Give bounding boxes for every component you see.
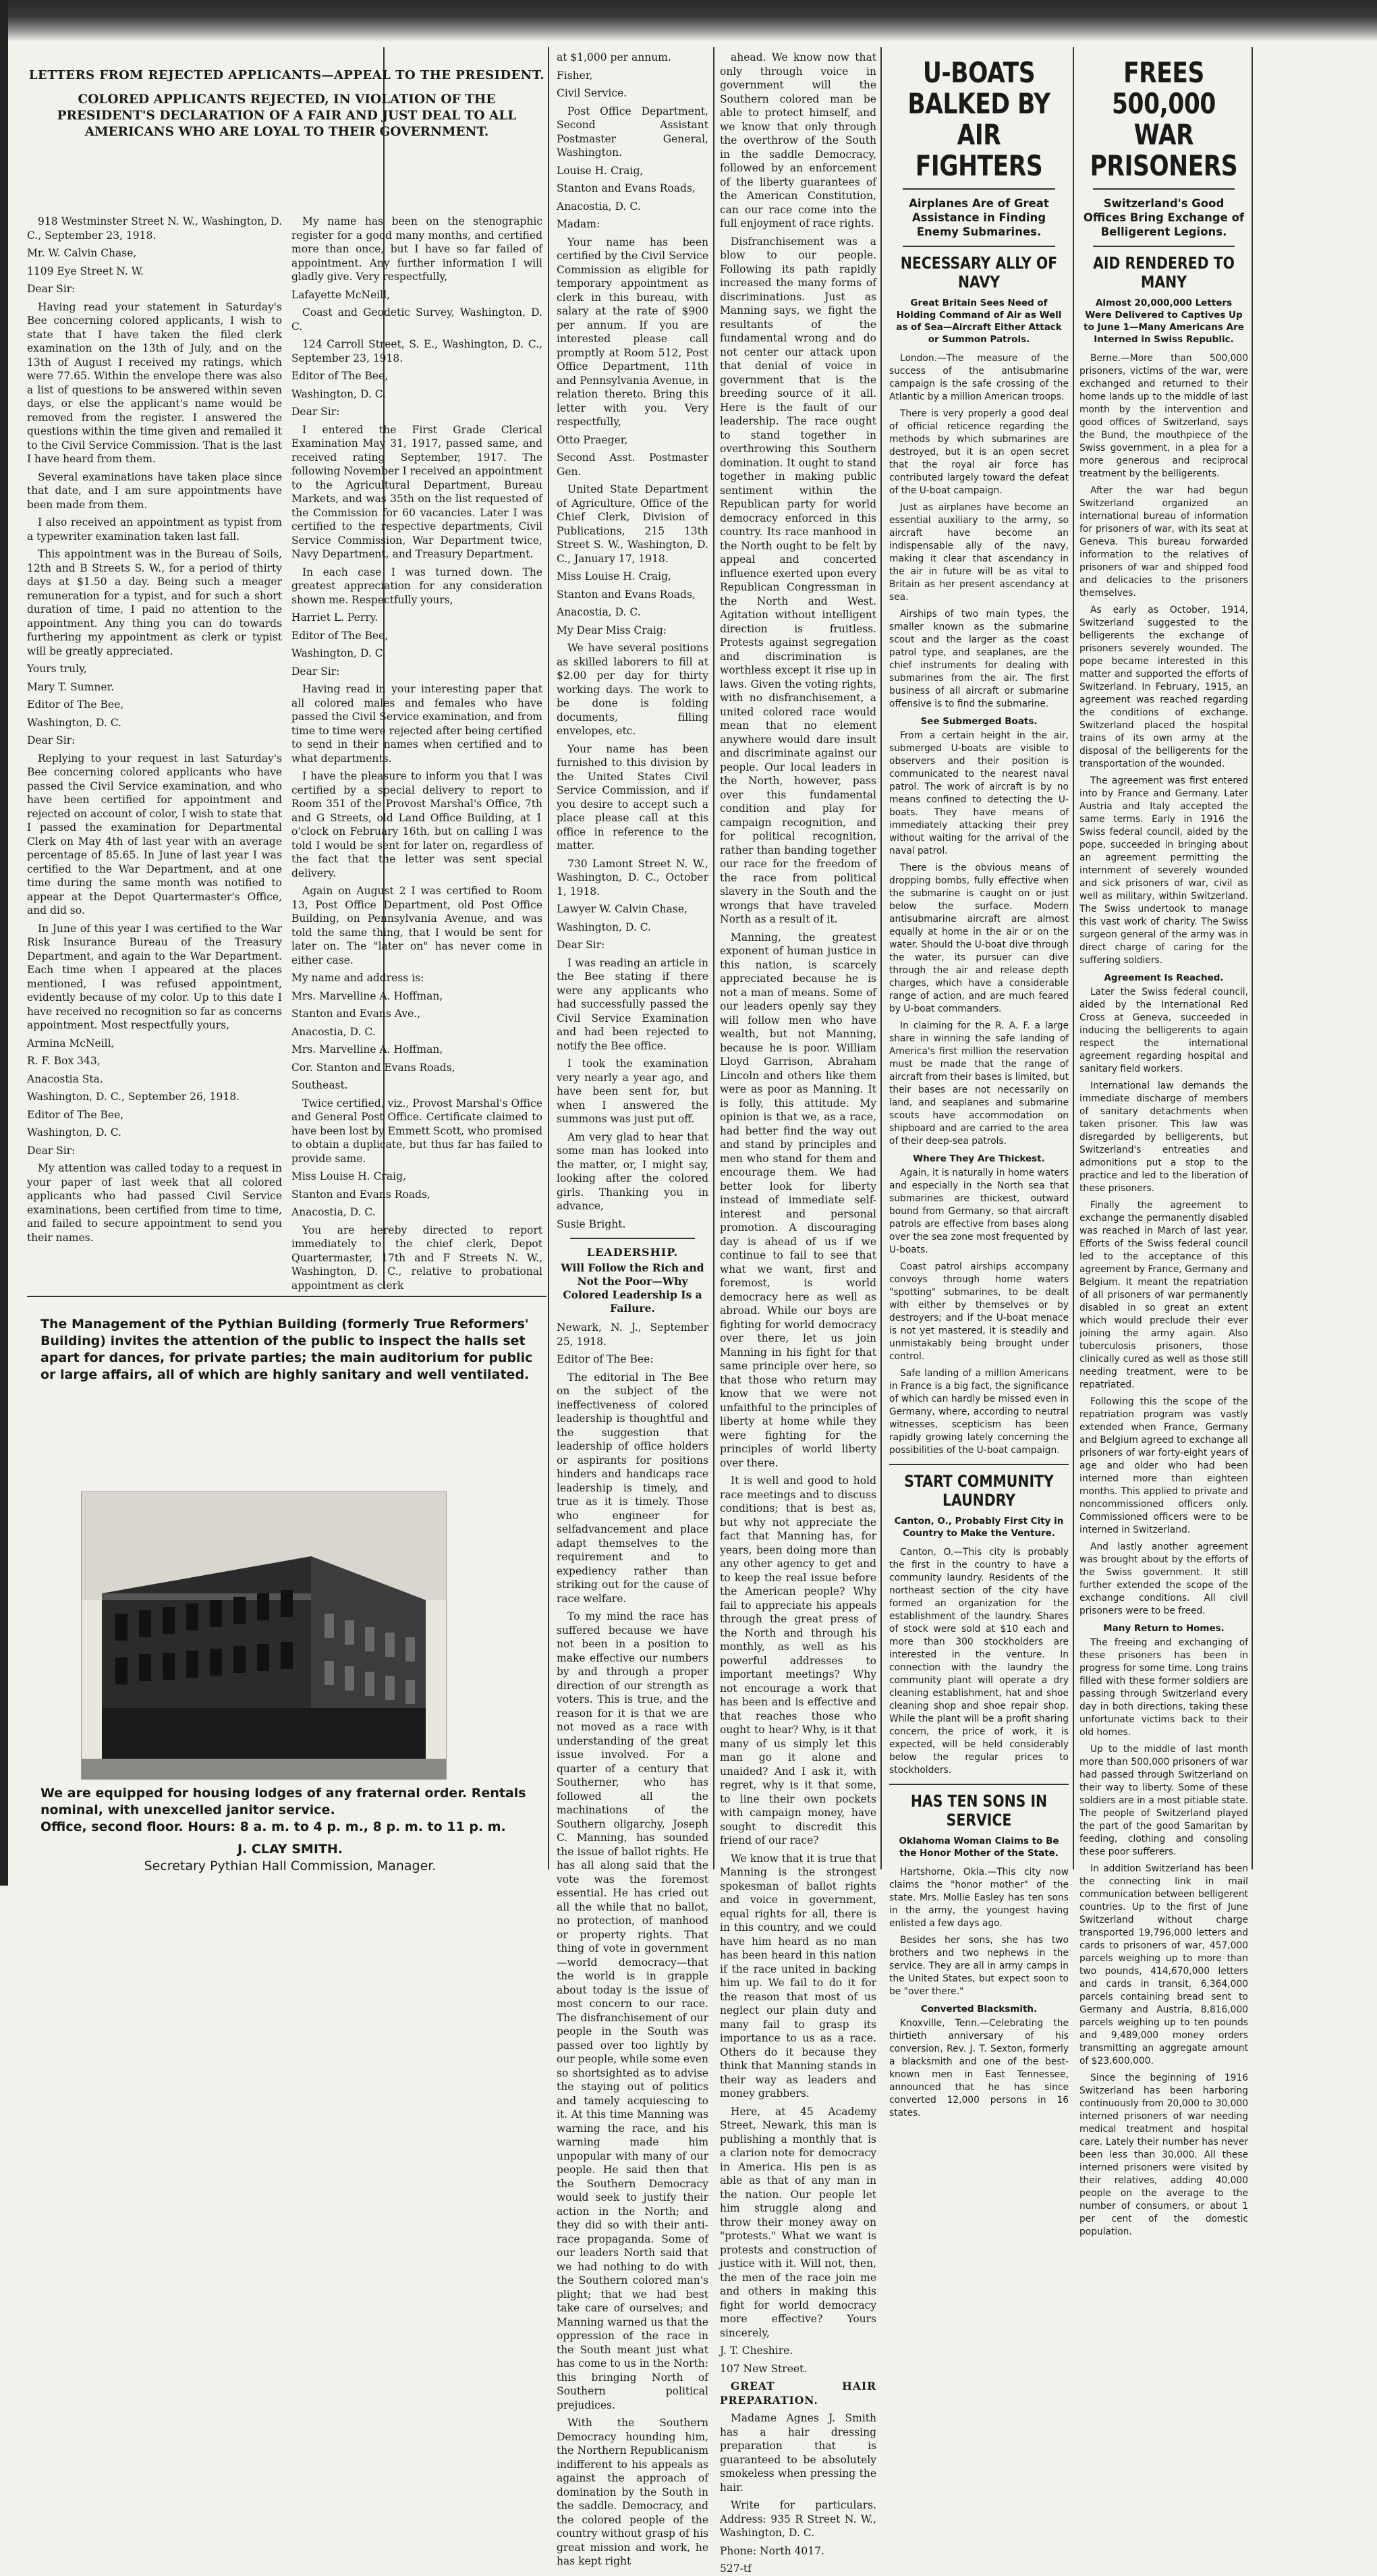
paragraph: Disfranchisement was a blow to our people. Following its path rapidly increased the many forms of discriminations. Just as Manning says, we fight the resultants of the fundamental wrong and do not center our attack upon that denial of voice in government that is the breeding source of it all. Here is the fault of our leadership. The race ought to stand together in overthrowing this Southern domination. It ought to stand together in making public sentiment within the Republican party for world democracy enforced in this country. Its race manhood in the North ought to be felt by appeal and concerted influence exerted upon every Republican Congressman in the North and West. Agitation without intelligent direction is fruitless. Protests against segregation and discrimination is worthless except it rise up in laws. Given the voting rights, with no disfranchisement, a united colored race would mean that no element anywhere would dare insult and discriminate against our people. Our local leaders in the North, however, pass over this fundamental condition and play for campaign recognition, and for political recognition, rather than banding together our race for the freedom of the race from political slavery in the South and the wrongs that have traveled North as a result of it. xyxy=(720,235,876,925)
subhead-blacksmith: Converted Blacksmith. xyxy=(920,2004,1038,2015)
ad-top-rule xyxy=(27,1296,546,1297)
paragraph: Susie Bright. xyxy=(557,1217,626,1230)
paragraph: Washington, D. C. xyxy=(291,647,386,659)
paragraph: Otto Praeger, xyxy=(557,433,628,446)
deck-prisoners: Switzerland's Good Offices Bring Exchange of Belligerent Legions. xyxy=(1083,197,1245,238)
paragraph: Canton, O.—This city is probably the first in the country to have a community laundry. Residents of the northeast section of the city have formed an organization for the establishment of the laundry. Shares of stock were sold at $10 each and more than 300 stockholders are interested in the venture. In connection with the laundry the community plant will operate a dry cleaning establishment, hat and shoe cleaning shop and shoe repair shop. While the plant will be a profit sharing concern, the price of work, it is expected, will be held considerably below the regular prices to stockholders. xyxy=(889,1547,1069,1776)
paragraph: Harriet L. Perry. xyxy=(291,611,378,624)
paragraph: Washington, D. C. xyxy=(291,387,386,400)
laundry-deck: Canton, O., Probably First City in Country to Make the Venture. xyxy=(894,1516,1064,1539)
section-rule xyxy=(1093,188,1235,190)
paragraph: Mrs. Marvelline A. Hoffman, xyxy=(291,1043,443,1056)
paragraph: In June of this year I was certified to the War Risk Insurance Bureau of the Treasury Department, and again to the War Department. Each time when I appeared at the places mentioned, I was refused appointment, evidently because of my color. Up to this date I have received no recognition so far as concerns appointment. Most respectfully yours, xyxy=(27,922,282,1031)
paragraph: Safe landing of a million Americans in France is a big fact, the significance of which can hardly be missed even in Germany, where, according to neutral witnesses, scepticism has been rapidly growing lately concerning the possibilities of the U-boat campaign. xyxy=(889,1368,1069,1456)
paragraph: Mr. W. Calvin Chase, xyxy=(27,247,137,259)
paragraph: Yours truly, xyxy=(27,663,87,675)
paragraph: Up to the middle of last month more than 500,000 prisoners of war had passed through Switzerland on their way to liberty. Some of these soldiers are in a most pitiable state. The people of Switzerland played the part of the good Samaritan by feeding, clothing and consoling these poor sufferers. xyxy=(1079,1744,1248,1857)
scan-top-edge xyxy=(0,0,1377,42)
paragraph: J. T. Cheshire. xyxy=(720,2345,793,2357)
laundry-headline: START COMMUNITY LAUNDRY xyxy=(904,1472,1054,1510)
column-6 xyxy=(1079,56,1248,2237)
paragraph: Later the Swiss federal council, aided by the International Red Cross at Geneva, succeeded in inducing the belligerents to again respect the international agreement regarding hospital and sanitary field workers. xyxy=(1079,987,1248,1074)
column-rule xyxy=(880,47,882,1869)
paragraph: I was reading an article in the Bee stating if there were any applicants who had successfully passed the Civil Service Examination and had been rejected to notify the Bee office. xyxy=(557,956,708,1052)
paragraph: There is the obvious means of dropping bombs, fully effective when the submarine is caught on or just below the surface. Modern antisubmarine aircraft are almost equally at home in the air or on the water. Should the U-boat dive through the water, its pursuer can dive through the air and release depth charges, which have a considerable range of action, and are much feared by U-boat commanders. xyxy=(889,862,1069,1014)
column-5 xyxy=(889,56,1069,2118)
column-rule xyxy=(713,47,714,1869)
paragraph: Editor of The Bee, xyxy=(291,629,389,642)
paragraph: And lastly another agreement was brought about by the efforts of the Swiss government. It still further extended the scope of the exchange conditions. All civil prisoners were to be freed. xyxy=(1079,1541,1248,1616)
paragraph: Dear Sir: xyxy=(27,283,76,295)
paragraph: 124 Carroll Street, S. E., Washington, D. C., September 23, 1918. xyxy=(291,338,542,364)
paragraph: Editor of The Bee, xyxy=(291,370,389,382)
paragraph: Anacostia, D. C. xyxy=(557,606,641,618)
letters-heading-block xyxy=(27,67,546,209)
paragraph: 527-tf xyxy=(720,2563,752,2575)
paragraph: Madam: xyxy=(557,218,600,230)
subhead-agreement: Agreement Is Reached. xyxy=(1104,972,1224,983)
paragraph: The editorial in The Bee on the subject of the ineffectiveness of colored leadership is thoughtful and the suggestion that leadership of office holders or aspirants for positions hinders and handicaps race leadership is timely, and true as it is timely. Those who engineer for selfadvancement and place adapt themselves to the requirement and to expediency rather than striking out for the cause of race welfare. xyxy=(557,1371,708,1605)
paragraph: Miss Louise H. Craig, xyxy=(557,570,671,582)
paragraph: Again on August 2 I was certified to Room 13, Post Office Department, old Post Office Building, on Pennsylvania Avenue, and was told the same thing, that I would be sent for later on. The "later on" has never come in either case. xyxy=(291,885,542,966)
paragraph: R. F. Box 343, xyxy=(27,1055,101,1067)
paragraph: After the war had begun Switzerland organized an international bureau of information for prisoners of war, with its seat at Geneva. This bureau forwarded information to the relatives of prisoners of war and shipped food and delicacies to the prisoners themselves. xyxy=(1079,485,1248,599)
paragraph: Anacostia, D. C. xyxy=(291,1206,376,1218)
pythian-building-image xyxy=(81,1491,447,1780)
deck-aid: Almost 20,000,000 Letters Were Delivered to Captives Up to June 1—Many Americans Are Interned in Swiss Republic. xyxy=(1084,298,1244,345)
paragraph: Civil Service. xyxy=(557,87,627,99)
paragraph: Besides her sons, she has two brothers and two nephews in the service. They are all in army camps in the United States, but expect soon to be "over there." xyxy=(889,1935,1069,1997)
paragraph: Washington, D. C. xyxy=(27,716,121,729)
paragraph: From a certain height in the air, submerged U-boats are visible to observers and their position is communicated to the nearest naval patrol. The work of aircraft is by no means confined to detecting the U-boats. They have means of immediately attacking their prey without waiting for the arrival of the naval patrol. xyxy=(889,730,1069,856)
letters-title: LETTERS FROM REJECTED APPLICANTS—APPEAL TO THE PRESIDENT. xyxy=(28,68,545,82)
paragraph: Anacostia Sta. xyxy=(27,1072,103,1085)
paragraph: Replying to your request in last Saturday's Bee concerning colored applicants who have passed the Civil Service examination, and who have been certified for appointment and rejected on account of color, I wish to state that I passed the examination for Departmental Clerk on May 4th of last year with an average percentage of 85.65. In June of last year I was certified to the War Department, and at one time during the same month was notified to appear at the Depot Quartermaster's Office, and did so. xyxy=(27,752,282,916)
leadership-heading: LEADERSHIP. xyxy=(586,1246,679,1259)
paragraph: Having read in your interesting paper that all colored males and females who have passed the Civil Service examination, and from time to time were rejected after being certified to send in their names when certified and to what departments. xyxy=(291,683,542,765)
section-rule xyxy=(570,1238,695,1239)
subhead-thickest: Where They Are Thickest. xyxy=(913,1153,1045,1164)
paragraph: Coast and Geodetic Survey, Washington, D. C. xyxy=(291,306,542,333)
paragraph: Write for particulars. Address: 935 R Street N. W., Washington, D. C. xyxy=(720,2499,876,2539)
paragraph: Stanton and Evans Roads, xyxy=(557,588,696,601)
subhead-return: Many Return to Homes. xyxy=(1103,1623,1225,1634)
headline-prisoners: FREES 500,000 WAR PRISONERS xyxy=(1090,56,1238,182)
headline-uboats: U-BOATS BALKED BY AIR FIGHTERS xyxy=(907,56,1050,182)
paragraph: This appointment was in the Bureau of Soils, 12th and B Streets S. W., for a period of thirty days at $1.50 a day. Being such a meager remuneration for a typist, and for such a short duration of time, I paid no attention to the appointment. Any thing you can do towards furthering my appointment as clerk or typist will be greatly appreciated. xyxy=(27,548,282,657)
section-rule xyxy=(1093,246,1235,247)
subhead-submerged: See Submerged Boats. xyxy=(920,716,1038,727)
paragraph: Knoxville, Tenn.—Celebrating the thirtieth anniversary of his conversion, Rev. J. T. Sexton, formerly a blacksmith and one of the best-known men in East Tennessee, announced that he has since converted 12,000 persons in 16 states. xyxy=(889,2018,1069,2118)
sons-headline: HAS TEN SONS IN SERVICE xyxy=(910,1792,1048,1830)
scan-left-edge xyxy=(0,0,8,1886)
column-rule xyxy=(548,47,549,1869)
paragraph: Having read your statement in Saturday's Bee concerning colored applicants, I wish to state that I have taken the filed clerk examination on the 13th of July, and on the 13th of August I received my ratings, which were 77.65. Within the envelope there was also a list of questions to be answered within seven days, or else the applicant's name would be removed from the register. I answered the questions within the time given and remailed it to the Civil Service Commission. That is the last I have heard from them. xyxy=(27,300,282,465)
paragraph: We have several positions as skilled laborers to fill at $2.00 per day for thirty working days. The work to be done is folding documents, filling envelopes, etc. xyxy=(557,642,708,737)
paragraph: The agreement was first entered into by France and Germany. Later Austria and Italy accepted the same terms. Early in 1916 the Swiss federal council, aided by the pope, succeeded in bringing about an agreement permitting the internment of severely wounded and sick prisoners of war, civil as well as military, within Switzerland. The Swiss undertook to manage this vast work of charity. The Swiss surgeon general of the army was in direct charge of caring for the suffering soldiers. xyxy=(1079,775,1248,966)
paragraph: Coast patrol airships accompany convoys through home waters "spotting" submarines, to be dealt with either by themselves or by destroyers; and if the U-boat menace is not yet mastered, it is steadily and unmistakably being brought under control. xyxy=(889,1261,1069,1362)
letters-column-right xyxy=(291,215,542,1294)
letters-subtitle: COLORED APPLICANTS REJECTED, IN VIOLATION OF THE PRESIDENT'S DECLARATION OF A FAIR AND JUST DEAL TO ALL AMERICANS WHO ARE LOYAL TO THEIR GOVERNMENT. xyxy=(57,92,517,139)
paragraph: Berne.—More than 500,000 prisoners, victims of the war, were exchanged and returned to their home lands up to the middle of last month by the intervention and good offices of Switzerland, says the Bund, the mouthpiece of the Swiss government, in a plea for a more generous and reciprocal treatment by the belligerents. xyxy=(1079,353,1248,479)
paragraph: Stanton and Evans Ave., xyxy=(291,1008,421,1020)
paragraph: Mrs. Marvelline A. Hoffman, xyxy=(291,989,443,1002)
building-photo xyxy=(82,1492,446,1779)
ad-lodges: We are equipped for housing lodges of any fraternal order. Rentals nominal, with unexcelled janitor service. xyxy=(40,1786,526,1817)
section-rule xyxy=(889,1464,1069,1465)
paragraph: Louise H. Craig, xyxy=(557,164,644,177)
paragraph: I took the examination very nearly a year ago, and have been sent for, but when I answered the summons was just put off. xyxy=(557,1058,708,1125)
paragraph: My attention was called today to a request in your paper of last week that all colored applicants who had passed Civil Service examinations, been certified from time to time, and failed to secure appointment to send you their names. xyxy=(27,1162,282,1244)
letters-column-left xyxy=(27,215,282,1294)
paragraph: It is well and good to hold race meetings and to discuss conditions; that is best as, but why not appreciate the fact that Manning has, for years, been doing more than any other agency to get and to keep the real issue before the American people? Why fail to appreciate his appeals through the great press of the North and through his monthly, as well as his powerful addresses to important meetings? Why not encourage a work that has been and is effective and that reaches those who ought to hear? Why, is it that many of us simply let this man go it alone and unaided? And I ask it, with regret, why is it that some, to line their own pockets with campaign money, have sought to discredit this friend of our race? xyxy=(720,1475,876,1846)
paragraph: Dear Sir: xyxy=(27,734,76,746)
paragraph: Miss Louise H. Craig, xyxy=(291,1170,406,1182)
paragraph: I have the pleasure to inform you that I was certified by a special delivery to report to Room 351 of the Provost Marshal's Office, 7th and G Streets, old Land Office Building, at 1 o'clock on February 16th, but on calling I was told I would be sent for later on, regardless of the fact that the letter was sent special delivery. xyxy=(291,770,542,879)
ad-intro: The Management of the Pythian Building (formerly True Reformers' Building) invites the attention of the public to inspect the halls set apart for dances, for private parties; the main auditorium for public or large affairs, all of which are highly sanitary and well ventilated. xyxy=(40,1317,533,1382)
paragraph: Newark, N. J., September 25, 1918. xyxy=(557,1321,708,1348)
paragraph: Washington, D. C., September 26, 1918. xyxy=(27,1091,240,1103)
section-rule xyxy=(903,188,1055,190)
paragraph: Finally the agreement to exchange the permanently disabled was reached in March of last year. Efforts of the Swiss federal council led to the acceptance of this agreement by France, Germany and Belgium. It meant the repatriation of all prisoners of war permanently disabled in so great an extent which would preclude their ever joining the army again. Also tuberculosis prisoners, those clinically cured as well as those still needing treatment, were to be repatriated. xyxy=(1079,1200,1248,1390)
paragraph: Again, it is naturally in home waters and especially in the North sea that submarines are thickest, outward bound from Germany, so that aircraft patrols are effective from bases along over the sea zone most frequented by U-boats. xyxy=(889,1168,1069,1255)
paragraph: My name has been on the stenographic register for a good many months, and certified more than once, but I have so far failed of appointment. Any further information I will gladly give. Very respectfully, xyxy=(291,215,542,283)
paragraph: 1109 Eye Street N. W. xyxy=(27,265,144,277)
paragraph: Phone: North 4017. xyxy=(720,2544,824,2557)
column-rule xyxy=(1252,47,1253,1869)
paragraph: The freeing and exchanging of these prisoners has been in progress for some time. Long trains filled with these former soldiers are passing through Switzerland every day in both directions, taking these unfortunate victims back to their old homes. xyxy=(1079,1637,1248,1738)
paragraph: 107 New Street. xyxy=(720,2362,808,2375)
paragraph: You are hereby directed to report immediately to the chief clerk, Depot Quartermaster, 17th and F Streets N. W., Washington, D. C., relative to probational appointment as clerk xyxy=(291,1224,542,1292)
column-rule xyxy=(1073,47,1074,1869)
paragraph: Your name has been certified by the Civil Service Commission as eligible for temporary appointment as clerk in this bureau, with salary at the rate of $900 per annum. If you are interested please call promptly at Room 512, Post Office Department, 11th and Pennsylvania Avenue, in relation thereto. Bring this letter with you. Very respectfully, xyxy=(557,236,708,428)
deck-navy: Great Britain Sees Need of Holding Command of Air as Well as of Sea—Aircraft Either Attack or Summon Patrols. xyxy=(896,298,1062,345)
paragraph: Twice certified, viz., Provost Marshal's Office and General Post Office. Certificate claimed to have been lost by Emmett Scott, who promised to obtain a duplicate, but thus far has failed to provide same. xyxy=(291,1097,542,1165)
paragraph: 730 Lamont Street N. W., Washington, D. C., October 1, 1918. xyxy=(557,857,708,898)
column-4 xyxy=(720,51,876,2575)
paragraph: There is very properly a good deal of official reticence regarding the methods by which submarines are destroyed, but it is an open secret that the royal air force has contributed largely toward the defeat of the U-boat campaign. xyxy=(889,408,1069,496)
paragraph: GREAT HAIR PREPARATION. xyxy=(720,2380,876,2407)
deck-uboats: Airplanes Are of Great Assistance in Finding Enemy Submarines. xyxy=(909,197,1049,238)
paragraph: Second Asst. Postmaster Gen. xyxy=(557,451,708,478)
paragraph: Stanton and Evans Roads, xyxy=(291,1188,430,1201)
paragraph: Following this the scope of the repatriation program was vastly extended when France, Germany and Belgium agreed to exchange all prisoners of war forty-eight years of age and older who had been interned more than eighteen months. This applied to private and noncommissioned officers only. Commissioned officers were to be interned in Switzerland. xyxy=(1079,1396,1248,1535)
paragraph: I also received an appointment as typist from a typewriter examination taken last fall. xyxy=(27,516,282,543)
paragraph: Since the beginning of 1916 Switzerland has been harboring continuously from 20,000 to 30,000 interned prisoners of war needing medical treatment and hospital care. Lately their number has never been less than 30,000. All these interned prisoners were visited by their relatives, adding 40,000 people on the average to the number of consumers, or about 1 per cent of the domestic population. xyxy=(1079,2073,1248,2237)
paragraph: Mary T. Sumner. xyxy=(27,680,115,693)
pythian-ad-text xyxy=(40,1316,540,1451)
paragraph: United State Department of Agriculture, Office of the Chief Clerk, Division of Publications, 215 13th Street S. W., Washington, D. C., January 17, 1918. xyxy=(557,483,708,565)
paragraph: Dear Sir: xyxy=(27,1144,76,1157)
ad-signer-title: Secretary Pythian Hall Commission, Manager. xyxy=(144,1859,437,1873)
paragraph: Here, at 45 Academy Street, Newark, this man is publishing a monthly that is a clarion note for democracy in America. His pen is as able as that of any man in the nation. Our people let him struggle along and throw their money away on "protests." What we want is protests and construction of justice with it. Will not, then, the men of the race join me and others in making this fight for world democracy more effective? Yours sincerely, xyxy=(720,2105,876,2339)
paragraph: With the Southern Democracy hounding him, the Northern Republicanism indifferent to his appeals as against the approach of domination by the South in the saddle. Democracy, and the colored people of the country without grasp of his great mission and work, he has kept right xyxy=(557,2417,708,2567)
paragraph: Dear Sir: xyxy=(557,939,605,951)
pythian-ad-footer xyxy=(40,1785,540,1880)
paragraph: London.—The measure of the success of the antisubmarine campaign is the safe crossing of the Atlantic by a million American troops. xyxy=(889,353,1069,402)
paragraph: Post Office Department, Second Assistant Postmaster General, Washington. xyxy=(557,105,708,159)
paragraph: International law demands the immediate discharge of members of sanitary detachments when taken prisoner. This law was disregarded by belligerents, but Switzerland's entreaties and admonitions put a stop to the practice and led to the liberation of these prisoners. xyxy=(1079,1080,1248,1194)
ad-signer: J. CLAY SMITH. xyxy=(237,1842,343,1857)
section-rule xyxy=(903,246,1055,247)
paragraph: Stanton and Evans Roads, xyxy=(557,182,696,194)
paragraph: My name and address is: xyxy=(291,972,424,984)
subheadline-aid: AID RENDERED TO MANY xyxy=(1093,254,1235,292)
paragraph: Washington, D. C. xyxy=(557,921,651,933)
column-3 xyxy=(557,51,708,2567)
paragraph: at $1,000 per annum. xyxy=(557,51,671,63)
paragraph: Manning, the greatest exponent of human justice in this nation, is scarcely appreciated because he is not a man of means. Some of our leaders openly say they will follow men who have wealth, but not Manning, because he is poor. William Lloyd Garrison, Abraham Lincoln and others like them were as poor as Manning. It is folly, this attitude. My opinion is that we, as a race, had better find the way out and stand by principles and men who stand for them and encourage them. We had better look for liberty instead of immediate self-interest and personal promotion. A discouraging day is ahead of us if we continue to fail to see that what we want, first and foremost, is world democracy here as well as abroad. While our boys are fighting for world democracy over there, let us join Manning in his fight for that same principle over here, so that those who return may know that we were not unfaithful to the principles of liberty at home while they were fighting for the principles of world liberty over there. xyxy=(720,931,876,1469)
paragraph: In claiming for the R. A. F. a large share in winning the safe landing of America's first million the reservation must be made that the range of aircraft from their bases is limited, but their bases are not necessarily on land, and seaplanes and submarine scouts have accommodation on shipboard and are carried to the area of their deep-sea patrols. xyxy=(889,1020,1069,1147)
paragraph: ahead. We know now that only through voice in government will the Southern colored man be able to protect himself, and we know that only through the overthrow of the South in the saddle Democracy, followed by an enforcement of the liberty guarantees of the American Constitution, can our race come into the full enjoyment of race rights. xyxy=(720,51,876,229)
sons-deck: Oklahoma Woman Claims to Be the Honor Mother of the State. xyxy=(899,1836,1059,1859)
paragraph: Fisher, xyxy=(557,69,593,82)
paragraph: My Dear Miss Craig: xyxy=(557,624,667,636)
paragraph: Anacostia, D. C. xyxy=(291,1025,376,1038)
subheadline-navy: NECESSARY ALLY OF NAVY xyxy=(900,254,1058,292)
paragraph: Several examinations have taken place since that date, and I am sure appointments have been made from them. xyxy=(27,470,282,511)
paragraph: In each case I was turned down. The greatest appreciation for any consideration shown me. Respectfully yours, xyxy=(291,566,542,606)
ad-hours: Office, second floor. Hours: 8 a. m. to 4 p. m., 8 p. m. to 11 p. m. xyxy=(40,1819,506,1834)
paragraph: Editor of The Bee, xyxy=(27,1108,124,1121)
paragraph: Dear Sir: xyxy=(291,665,340,678)
paragraph: 918 Westminster Street N. W., Washington, D. C., September 23, 1918. xyxy=(27,215,282,242)
leadership-subheading: Will Follow the Rich and Not the Poor—Why Colored Leadership Is a Failure. xyxy=(561,1261,704,1315)
paragraph: Southeast. xyxy=(291,1079,348,1091)
section-rule xyxy=(889,1784,1069,1785)
paragraph: Just as airplanes have become an essential auxiliary to the army, so aircraft have become an indispensable ally of the navy, making it clear that ascendancy in the air in future will be as vital to Britain as her present ascendancy at sea. xyxy=(889,502,1069,603)
paragraph: As early as October, 1914, Switzerland suggested to the belligerents the exchange of prisoners severely wounded. The pope became interested in this matter and supported the efforts of Switzerland. In February, 1915, an agreement was reached regarding the conditions of exchange. Switzerland placed the hospital trains of its own army at the disposal of the belligerents for the transportation of the wounded. xyxy=(1079,605,1248,769)
paragraph: Your name has been furnished to this division by the United States Civil Service Commission, and if you desire to accept such a place please call at this office in reference to the matter. xyxy=(557,742,708,852)
paragraph: Hartshorne, Okla.—This city now claims the "honor mother" of the state. Mrs. Mollie Easley has ten sons in the army, the youngest having enlisted a few days ago. xyxy=(889,1867,1069,1929)
paragraph: Anacostia, D. C. xyxy=(557,200,641,213)
paragraph: Lawyer W. Calvin Chase, xyxy=(557,903,687,915)
paragraph: Cor. Stanton and Evans Roads, xyxy=(291,1061,455,1074)
paragraph: Lafayette McNeill, xyxy=(291,288,391,301)
paragraph: Editor of The Bee, xyxy=(27,698,124,711)
paragraph: Washington, D. C. xyxy=(27,1126,121,1139)
paragraph: Airships of two main types, the smaller known as the submarine scout and the larger as the coast patrol type, and seaplanes, are the chief instruments for dealing with submarines from the air. The first business of all aircraft or submarine offensive is to find the submarine. xyxy=(889,609,1069,709)
paragraph: Madame Agnes J. Smith has a hair dressing preparation that is guaranteed to be absolutely smokeless when pressing the hair. xyxy=(720,2412,876,2494)
paragraph: We know that it is true that Manning is the strongest spokesman of ballot rights and voice in government, equal rights for all, there is in this country, and we could have him heard as no man has been heard in this nation if the race united in backing him up. We fail to do it for the reason that most of us neglect our plain duty and many fail to grasp its importance to us as a race. Others do it because they think that Manning stands in their way as leaders and money grabbers. xyxy=(720,1852,876,2100)
paragraph: In addition Switzerland has been the connecting link in mail communication between belligerent countries. Up to the first of June Switzerland without charge transported 19,796,000 letters and cards to prisoners of war, 457,000 parcels weighing up to more than two pounds, 414,670,000 letters and cards in transit, 6,364,000 parcels containing bread sent to Germany and Austria, 8,816,000 parcels weighing up to ten pounds and 9,489,000 money orders transmitting an aggregate amount of $23,600,000. xyxy=(1079,1863,1248,2066)
paragraph: Dear Sir: xyxy=(291,406,340,418)
paragraph: I entered the First Grade Clerical Examination May 31, 1917, passed same, and received rating September, 1917. The following November I received an appointment to the Agricultural Department, Bureau Markets, and was 35th on the list requested of the Commission for 60 vacancies. Later I was certified to the respective departments, Civil Service Commission, War Department twice, Navy Department, and Treasury Department. xyxy=(291,423,542,560)
paragraph: To my mind the race has suffered because we have not been in a position to make effective our numbers by and through a proper direction of our strength as voters. This is true, and the reason for it is that we are not moved as a race with understanding of the great issue involved. For a quarter of a century that Southerner, who has followed all the machinations of the Southern oligarchy, Joseph C. Manning, has sounded the issue of ballot rights. He has all along said that the vote was the foremost essential. He has cried out all the while that no ballot, no protection, of manhood or property rights. That thing of vote in government—world democracy—that the world is in grapple about today is the issue of most concern to our race. The disfranchisement of our people in the South was passed over too lightly by our people, while some even so shortsighted as to advise the staying out of politics and tamely acquiescing to it. At this time Manning was warning the race, and his warning made him unpopular with many of our people. He said then that the Southern Democracy would seek to justify their action in the North; and they did so with their anti-race propaganda. Some of our leaders North said that we had nothing to do with the Southern colored man's plight; that we had best take care of ourselves; and Manning warned us that the oppression of the race in the South meant just what has come to us in the North: this bringing North of Southern political prejudices. xyxy=(557,1610,708,2411)
paragraph: Editor of The Bee: xyxy=(557,1353,654,1365)
paragraph: Armina McNeill, xyxy=(27,1037,115,1049)
paragraph: Am very glad to hear that some man has looked into the matter, or, I might say, looking after the colored girls. Thanking you in advance, xyxy=(557,1130,708,1212)
